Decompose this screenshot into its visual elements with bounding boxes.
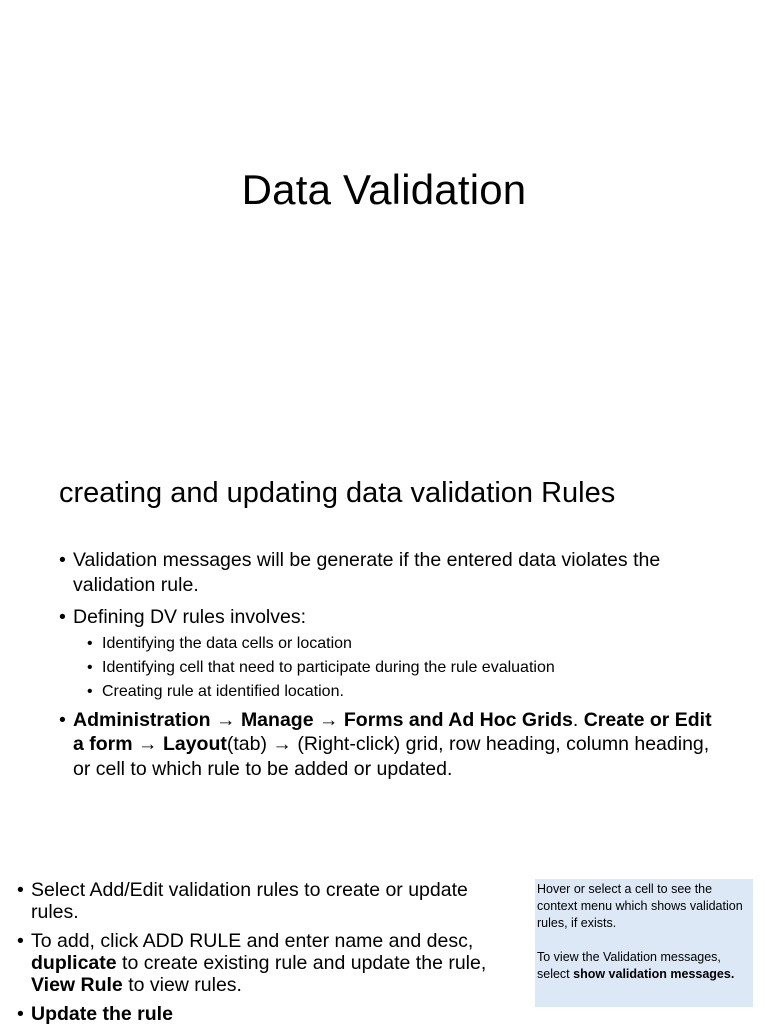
bullet-text: Defining DV rules involves: <box>73 606 307 628</box>
bullet-text: to view rules. <box>128 974 242 996</box>
nav-step-layout: Layout <box>162 733 227 755</box>
nav-step-administration: Administration <box>73 708 211 731</box>
nav-step-rest: (Right-click) grid, row heading, column heading, or cell to which rule to be added or updated. <box>73 733 710 780</box>
bullet-item <box>59 605 719 630</box>
note-text: Hover or select a cell to see the context menu which shows validation rules, if exists. <box>537 882 743 930</box>
sub-bullet-text: Creating rule at identified location. <box>102 682 344 700</box>
sub-bullet-item <box>87 682 719 702</box>
period: . <box>572 708 579 731</box>
bullet-text: Select Add/Edit validation rules to create or update rules. <box>31 879 468 923</box>
bullet-dot: • <box>87 658 93 676</box>
note-prefix: To view the Validation messages, select <box>537 950 721 981</box>
slide-rules <box>0 433 768 850</box>
bullet-item <box>59 708 719 782</box>
bullet-item <box>17 879 517 923</box>
bullet-dot: • <box>17 1003 24 1025</box>
bullet-dot: • <box>17 879 24 901</box>
tab-text: (tab) <box>226 733 267 755</box>
nav-step-manage: Manage <box>240 708 314 731</box>
bullet-text-update: Update the rule <box>31 1003 173 1025</box>
nav-step-forms: Forms and Ad Hoc Grids <box>343 708 573 731</box>
bullet-text: to create existing rule and update the rule, <box>122 952 487 974</box>
arrow-icon: → <box>216 708 236 731</box>
bullet-item <box>17 1003 517 1025</box>
slide-heading: creating and updating data validation Rules <box>59 477 616 509</box>
slide-title <box>0 0 768 432</box>
arrow-icon: → <box>318 708 339 731</box>
keyword-view-rule: View Rule <box>31 974 123 996</box>
slide-title-text: Data Validation <box>241 166 527 213</box>
bullet-list <box>59 548 719 789</box>
bullet-dot: • <box>59 708 66 731</box>
arrow-icon: → <box>272 733 292 755</box>
bullet-text: To add, click ADD RULE and enter name and desc, <box>31 930 474 952</box>
bullet-item <box>59 548 719 597</box>
bullet-dot: • <box>59 606 66 628</box>
sub-list <box>59 634 719 702</box>
bullet-dot: • <box>87 634 93 652</box>
bullet-item <box>17 930 517 996</box>
bullet-list <box>17 879 517 1032</box>
note-box <box>535 879 753 1007</box>
sub-bullet-item <box>87 658 719 678</box>
bullet-text: Validation messages will be generate if the entered data violates the validation rule. <box>73 549 661 596</box>
slide-add-edit <box>0 851 768 1024</box>
note-text-2 <box>537 949 751 983</box>
sub-bullet-text: Identifying cell that need to participate during the rule evaluation <box>102 658 555 676</box>
sub-bullet-item <box>87 634 719 654</box>
keyword-duplicate: duplicate <box>31 952 117 974</box>
bullet-dot: • <box>59 549 66 571</box>
bullet-dot: • <box>17 930 24 952</box>
nav-step-create-edit: Create or Edit a form <box>73 708 712 755</box>
sub-bullet-text: Identifying the data cells or location <box>102 634 352 652</box>
bullet-dot: • <box>87 682 93 700</box>
arrow-icon: → <box>138 733 158 755</box>
note-bold: show validation messages. <box>573 967 735 981</box>
